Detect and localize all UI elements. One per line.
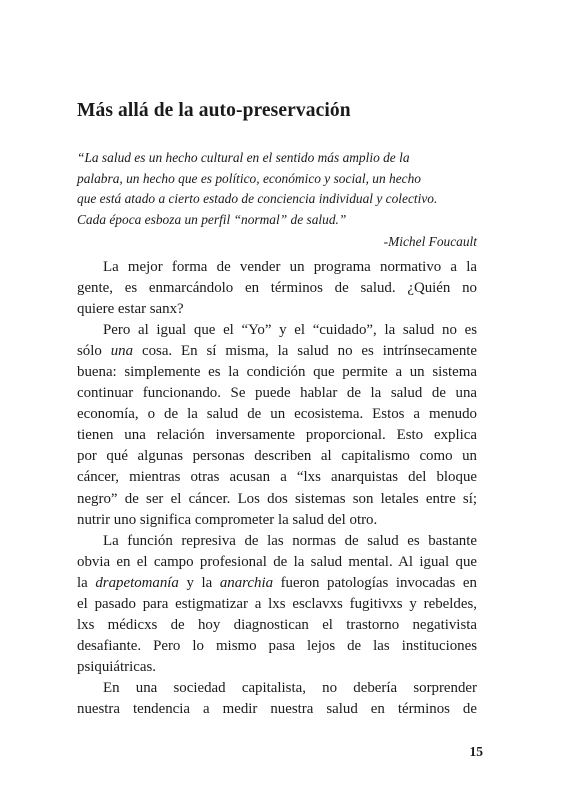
text-line: tienen una relación inversamente proporcional. Esto explica	[77, 427, 477, 444]
epigraph-line: palabra, un hecho que es político, económico y social, un hecho	[77, 170, 421, 186]
text-line: Pero al igual que el “Yo” y el “cuidado”, la salud no es	[103, 321, 477, 338]
chapter-title: Más allá de la auto-preservación	[77, 100, 351, 121]
text-line: el pasado para estigmatizar a lxs esclavxs fugitivxs y rebeldes,	[77, 596, 477, 612]
paragraph	[77, 320, 477, 531]
page-number: 15	[469, 744, 483, 759]
epigraph-quote	[77, 148, 477, 230]
paragraph	[77, 531, 477, 679]
text-line: lxs médicxs de hoy diagnostican el trastorno negativista	[77, 617, 477, 634]
paragraph	[77, 678, 477, 720]
text-line: economía, o de la salud de un ecosistema. Estos a menudo	[77, 406, 477, 423]
body-text	[77, 257, 477, 721]
text-line: psiquiátricas.	[77, 659, 156, 676]
epigraph-line: “La salud es un hecho cultural en el sentido más amplio de la	[77, 150, 410, 165]
text-line: quiere estar sanx?	[77, 300, 184, 317]
epigraph-line: Cada época esboza un perfil “normal” de salud.”	[77, 211, 347, 227]
text-line: la drapetomanía y la anarchia fueron patologías invocadas en	[77, 574, 477, 591]
text-line: La mejor forma de vender un programa normativo a la	[103, 258, 477, 275]
text-line: En una sociedad capitalista, no debería sorprender	[103, 680, 477, 697]
paragraph	[77, 257, 477, 320]
text-line: desafiante. Pero lo mismo pasa lejos de las instituciones	[77, 638, 477, 655]
text-line: cáncer, mientras otras acusan a “lxs anarquistas del bloque	[77, 469, 477, 486]
text-line: gente, es enmarcándolo en términos de salud. ¿Quién no	[77, 279, 477, 296]
text-line: continuar funcionando. Se puede hablar de la salud de una	[77, 385, 477, 402]
epigraph-attribution: -Michel Foucault	[383, 234, 477, 249]
text-line: sólo una cosa. En sí misma, la salud no es intrínsecamente	[77, 342, 478, 359]
text-line: nutrir uno significa comprometer la salud del otro.	[77, 511, 378, 528]
text-line: nuestra tendencia a medir nuestra salud en términos de	[77, 701, 477, 718]
text-line: obvia en el campo profesional de la salud mental. Al igual que	[77, 553, 477, 570]
text-line: por qué algunas personas describen al capitalismo como un	[77, 448, 477, 465]
page-content	[77, 98, 477, 721]
text-line: negro” de ser el cáncer. Los dos sistemas son letales entre sí;	[77, 490, 477, 507]
text-line: La función represiva de las normas de salud es bastante	[103, 532, 477, 549]
epigraph-line: que está atado a cierto estado de conciencia individual y colectivo.	[77, 191, 438, 206]
text-line: buena: simplemente es la condición que permite a un sistema	[77, 363, 477, 380]
